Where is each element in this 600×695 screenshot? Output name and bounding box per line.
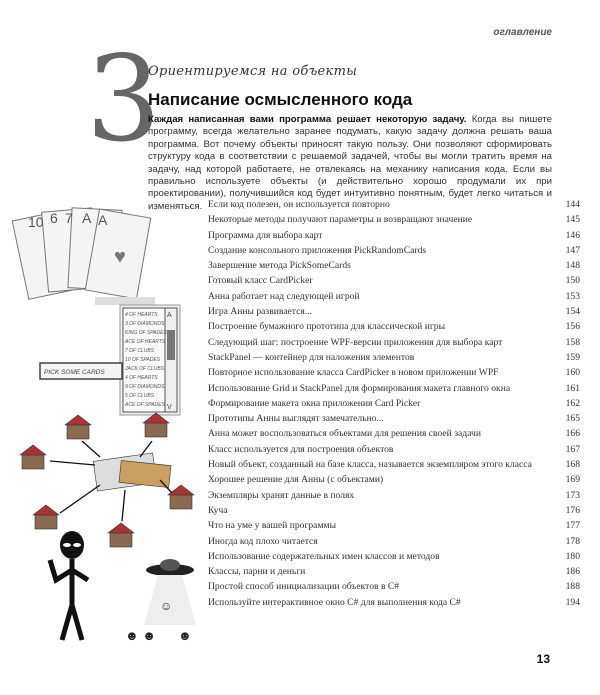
- intro-bold: Каждая написанная вами программа решает некоторую задачу.: [148, 114, 467, 125]
- card-list-item: 4 OF HEARTS: [125, 375, 158, 381]
- svg-text:☻ ☻: ☻ ☻: [125, 628, 156, 643]
- houses-diagram-image: [20, 413, 194, 547]
- toc-entry-page: 186: [565, 566, 580, 578]
- page-number: 13: [536, 652, 550, 666]
- playing-cards-image: [12, 208, 150, 300]
- toc-entry-page: 168: [565, 459, 580, 471]
- toc-entry-page: 145: [565, 214, 580, 226]
- toc-entry-title: Создание консольного приложения PickRandomCards: [208, 244, 427, 256]
- toc-entry-title: Следующий шаг: построение WPF-версии приложения для выбора карт: [208, 336, 503, 348]
- toc-entry-page: 177: [565, 520, 580, 532]
- toc-entry-page: 158: [565, 336, 580, 348]
- toc-entry-page: 194: [565, 596, 580, 608]
- toc-entry-page: 159: [565, 351, 580, 363]
- toc-entry-page: 162: [565, 397, 580, 409]
- svg-text:A: A: [82, 210, 92, 226]
- toc-entry-page: 178: [565, 535, 580, 547]
- toc-entry-title: Хорошее решение для Анны (с объектами): [208, 474, 384, 486]
- toc-entry-page: 173: [565, 489, 580, 501]
- toc-entry-page: 160: [565, 367, 580, 379]
- toc-entry[interactable]: [208, 459, 580, 470]
- card-list-item: KING OF SPADES: [125, 330, 167, 336]
- toc-entry[interactable]: [208, 520, 580, 531]
- toc-entry-title: Использование содержательных имен классов и методов: [208, 550, 440, 562]
- toc-entry[interactable]: [208, 367, 580, 378]
- toc-entry[interactable]: [208, 428, 580, 439]
- svg-text:☺: ☺: [160, 599, 173, 613]
- toc-entry[interactable]: [208, 352, 580, 363]
- toc-entry-title: Программа для выбора карт: [208, 229, 323, 241]
- table-of-contents: [208, 199, 580, 612]
- svg-text:V: V: [167, 404, 172, 411]
- toc-entry[interactable]: [208, 260, 580, 271]
- card-list-item: 9 OF DIAMONDS: [125, 384, 165, 390]
- toc-entry[interactable]: [208, 536, 580, 547]
- card-list-item: 10 OF SPADES: [125, 357, 161, 363]
- toc-entry[interactable]: [208, 230, 580, 241]
- toc-entry-page: 150: [565, 275, 580, 287]
- toc-entry[interactable]: [208, 275, 580, 286]
- toc-entry-page: 161: [565, 382, 580, 394]
- toc-entry-page: 154: [565, 306, 580, 318]
- toc-entry-page: 146: [565, 229, 580, 241]
- pick-some-cards-sketch-label: PICK SOME CARDS: [44, 369, 105, 376]
- paper-prototype-image: [40, 297, 180, 415]
- chapter-number: 3: [86, 30, 162, 168]
- toc-entry-title: Игра Анны развивается...: [208, 306, 312, 318]
- toc-entry-title: Завершение метода PickSomeCards: [208, 260, 351, 272]
- card-list-item: ACE OF HEARTS: [125, 339, 166, 345]
- toc-entry-title: Если код полезен, он используется повторно: [208, 199, 390, 210]
- toc-entry-title: Анна может воспользоваться объектами для решения своей задачи: [208, 428, 481, 440]
- toc-entry[interactable]: [208, 306, 580, 317]
- toc-entry-title: Использование Grid и StackPanel для формирования макета главного окна: [208, 382, 511, 394]
- toc-entry-title: Анна работает над следующей игрой: [208, 290, 360, 302]
- toc-entry-title: Прототипы Анны выглядят замечательно...: [208, 413, 384, 425]
- card-list-item: ACE OF SPADES: [125, 402, 165, 408]
- toc-entry-page: 144: [565, 199, 580, 210]
- svg-text:7: 7: [65, 210, 73, 226]
- toc-entry-title: Построение бумажного прототипа для классической игры: [208, 321, 446, 333]
- card-list-item: 7 OF CLUBS: [125, 348, 155, 354]
- svg-text:☻: ☻: [178, 628, 192, 643]
- toc-entry[interactable]: [208, 245, 580, 256]
- toc-entry-page: 167: [565, 443, 580, 455]
- chapter-script-title: Ориентируемся на объекты: [148, 64, 358, 79]
- toc-entry-page: 147: [565, 244, 580, 256]
- toc-entry[interactable]: [208, 199, 580, 210]
- svg-text:♥: ♥: [114, 246, 126, 268]
- toc-entry[interactable]: [208, 566, 580, 577]
- toc-entry[interactable]: [208, 474, 580, 485]
- toc-entry[interactable]: [208, 551, 580, 562]
- alien-ufo-image: [50, 531, 196, 643]
- svg-text:6: 6: [50, 210, 58, 226]
- toc-entry[interactable]: [208, 597, 580, 608]
- illustrations: [0, 195, 205, 655]
- toc-entry-title: Что на уме у вашей программы: [208, 520, 337, 532]
- toc-entry-title: Формирование макета окна приложения Card Picker: [208, 397, 421, 409]
- svg-text:A: A: [98, 212, 108, 228]
- toc-entry[interactable]: [208, 337, 580, 348]
- toc-entry-title: Класс используется для построения объектов: [208, 443, 394, 455]
- toc-entry-title: Простой способ инициализации объектов в C#: [208, 581, 400, 593]
- toc-entry-page: 165: [565, 413, 580, 425]
- card-list-item: 4 OF HEARTS: [125, 312, 158, 318]
- toc-entry-title: Готовый класс CardPicker: [208, 275, 313, 287]
- toc-entry[interactable]: [208, 321, 580, 332]
- toc-entry-page: 153: [565, 290, 580, 302]
- svg-text:A: A: [167, 312, 172, 319]
- toc-entry-title: Некоторые методы получают параметры и возвращают значение: [208, 214, 473, 226]
- toc-entry-title: Повторное использование класса CardPicker в новом приложении WPF: [208, 367, 499, 379]
- toc-entry-page: 176: [565, 504, 580, 516]
- toc-entry[interactable]: [208, 505, 580, 516]
- card-list-item: JACK OF CLUBS: [125, 366, 165, 372]
- card-list-item: 5 OF CLUBS: [125, 393, 155, 399]
- toc-entry-page: 148: [565, 260, 580, 272]
- toc-entry-page: 166: [565, 428, 580, 440]
- toc-entry-page: 188: [565, 581, 580, 593]
- toc-entry[interactable]: [208, 490, 580, 501]
- intro-text: Когда вы пишете программу, всегда желательно заранее подумать, какую задачу должна решать ваша программа. Вот почему объекты приносят такую пользу. Они позволяют сформировать структуру кода в соответствии с решаемой задачей, чтобы вы могли тратить время на задачу, над которой работаете, не отвлекаясь на механику написания кода. Если вы правильно используете объекты (и действительно хорошо продумали их при проектировании), получившийся код будет интуитивно понятным, будет легко читаться и изменяться.: [148, 114, 552, 212]
- toc-entry[interactable]: [208, 398, 580, 409]
- toc-entry-title: Экземпляры хранят данные в полях: [208, 489, 355, 501]
- toc-entry[interactable]: [208, 413, 580, 424]
- toc-entry[interactable]: [208, 383, 580, 394]
- toc-entry-page: 156: [565, 321, 580, 333]
- toc-entry[interactable]: [208, 214, 580, 225]
- toc-entry[interactable]: [208, 291, 580, 302]
- svg-text:10: 10: [28, 214, 44, 230]
- toc-entry-title: Иногда код плохо читается: [208, 535, 318, 547]
- toc-entry-title: Новый объект, созданный на базе класса, называется экземпляром этого класса: [208, 459, 532, 471]
- toc-entry-title: Классы, парни и деньги: [208, 566, 306, 578]
- toc-entry-page: 169: [565, 474, 580, 486]
- toc-entry-title: Используйте интерактивное окно C# для выполнения кода C#: [208, 596, 461, 608]
- toc-entry[interactable]: [208, 581, 580, 592]
- toc-entry-title: Куча: [208, 504, 228, 516]
- toc-entry[interactable]: [208, 444, 580, 455]
- chapter-title: Написание осмысленного кода: [148, 90, 413, 109]
- card-list-item: 3 OF DIAMONDS: [125, 321, 165, 327]
- running-header: оглавление: [493, 27, 552, 38]
- toc-entry-title: StackPanel — контейнер для наложения элементов: [208, 351, 415, 363]
- toc-entry-page: 180: [565, 550, 580, 562]
